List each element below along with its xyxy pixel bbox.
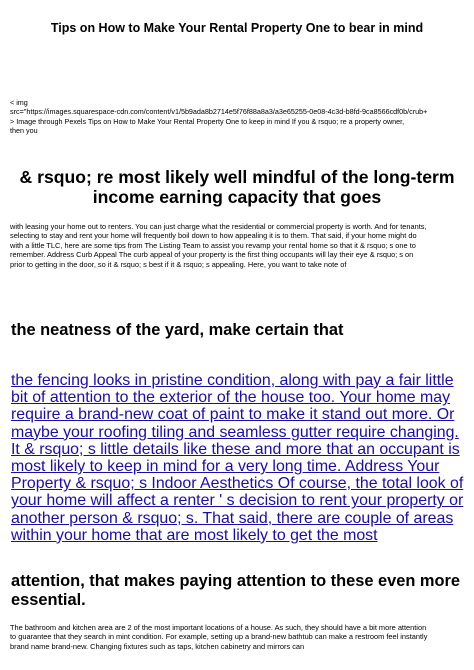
main-heading: & rsquo; re most likely well mindful of the long-term income earning capacity that goes [19, 167, 455, 207]
paragraph-line: with leasing your home out to renters. You can just charge what the residential or commercial property is worth. And for tenants, [10, 222, 427, 231]
image-code-line: src="https://images.squarespace-cdn.com/content/v1/5b9ada8b2714e5f76f88a8a3/a3e65255-0e08-4c3d-b8fd-9ca8566cdf0b/crub+ [10, 107, 428, 117]
image-code-text [10, 98, 466, 136]
paragraph-line: to guarantee that they search in mint condition. For example, setting up a brand-new bathtub can make a restroom feel instantly [10, 632, 428, 642]
image-code-line: < img [10, 98, 28, 107]
paragraph-line: selecting to stay and rent your home will frequently boil down to how appealing it is to them. That said, if your home might do [10, 231, 417, 241]
link-line[interactable]: Property & rsquo; s Indoor Aesthetics Of course, the total look of [11, 475, 464, 493]
link-line[interactable]: bit of attention to the exterior of the house too. Your home may [11, 389, 451, 407]
link-line[interactable]: another person & rsquo; s. That said, there are couple of areas [11, 509, 454, 527]
paragraph-bathroom [10, 623, 466, 651]
paragraph-line: prior to getting in the door, so it & rsquo; s best if it & rsquo; s appealing. Here, you want to take note of [10, 259, 347, 269]
paragraph-line: brand name brand-new. Changing fixtures such as taps, kitchen cabinetry and mirrors can [10, 641, 305, 651]
link-line[interactable]: your home will affect a renter ' s decision to rent your property or [11, 492, 464, 510]
attention-heading: attention, that makes paying attention to these even more essential. [11, 572, 461, 609]
link-line[interactable]: the fencing looks in pristine condition, along with pay a fair little [11, 372, 454, 389]
document-title: Tips on How to Make Your Rental Property One to bear in mind [50, 21, 424, 35]
image-code-line: > Image through Pexels Tips on How to Make Your Rental Property One to keep in mind If you & rsquo; re a property owner, [10, 116, 405, 126]
image-code-line: then you [10, 126, 38, 136]
paragraph-intro [10, 222, 466, 269]
link-line[interactable]: require a brand-new coat of paint to make it stand out more. Or [11, 406, 455, 424]
yard-heading: the neatness of the yard, make certain that [11, 321, 344, 339]
paragraph-line: with a little TLC, here are some tips from The Listing Team to assist you revamp your rental home so that it & rsquo; s one to [10, 240, 416, 250]
paragraph-line: The bathroom and kitchen area are 2 of the most important locations of a house. As such, they should have a bit more attention [10, 623, 427, 632]
paragraph-line: remember. Address Curb Appeal The curb appeal of your property is the first thing occupants will lay their eye & rsquo; s on [10, 250, 414, 260]
link-line[interactable]: within your home that are most likely to get the most [11, 526, 378, 544]
article-link[interactable] [11, 372, 465, 544]
link-line[interactable]: It & rsquo; s little details like these and more that an occupant is [11, 440, 460, 458]
link-line[interactable]: most likely to keep in mind for a very long time. Address Your [11, 458, 440, 476]
link-line[interactable]: maybe your roofing tiling and seamless gutter require changing. [11, 423, 459, 441]
